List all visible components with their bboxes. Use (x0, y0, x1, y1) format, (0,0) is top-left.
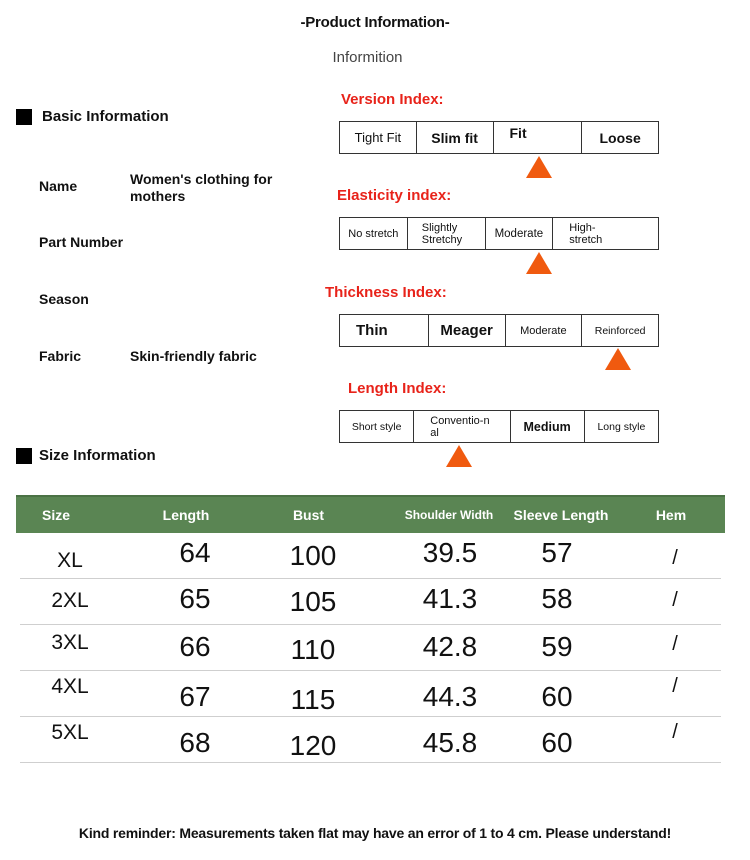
cell-size: 4XL (51, 675, 89, 698)
cell-bust: 110 (290, 634, 336, 665)
info-label-fabric: Fabric (39, 348, 82, 364)
info-label-season: Season (39, 291, 89, 307)
cell-hem: / (672, 589, 678, 611)
thickness-index-scale (339, 314, 659, 347)
info-value-name: Women's clothing for mothers (130, 171, 273, 204)
column-header-shoulder-width: Shoulder Width (404, 508, 494, 522)
version-option: Fit (494, 122, 583, 153)
cell-length: 67 (179, 681, 211, 712)
length-index-title: Length Index: (348, 380, 447, 397)
cell-bust: 120 (289, 730, 337, 761)
info-value-fabric: Skin-friendly fabric (130, 348, 257, 364)
size-info-heading (16, 447, 156, 464)
table-row (20, 625, 721, 671)
cell-sleeve-length: 60 (541, 681, 573, 712)
cell-shoulder-width: 39.5 (422, 537, 478, 568)
version-option: Slim fit (417, 122, 494, 153)
cell-sleeve-length: 58 (541, 583, 573, 614)
version-marker-icon (526, 156, 552, 178)
cell-hem: / (672, 675, 678, 697)
size-info-heading-text: Size Information (39, 447, 156, 464)
cell-length: 65 (179, 583, 211, 614)
elasticity-option: Slightly Stretchy (408, 218, 486, 249)
cell-shoulder-width: 42.8 (422, 631, 478, 662)
thickness-option: Thin (340, 315, 429, 346)
cell-sleeve-length: 57 (541, 537, 573, 568)
cell-hem: / (672, 547, 678, 569)
cell-bust: 115 (290, 684, 336, 715)
column-header-size: Size (41, 507, 70, 523)
length-marker-icon (446, 445, 472, 467)
version-option: Loose (599, 129, 641, 146)
elasticity-option: High-stretch (569, 221, 603, 246)
length-option: Long style (597, 420, 646, 433)
thickness-marker-icon (605, 348, 631, 370)
table-row (20, 671, 721, 717)
cell-length: 68 (179, 727, 211, 758)
elasticity-option: No stretch (340, 218, 408, 249)
length-index-scale (339, 410, 659, 443)
cell-shoulder-width: 41.3 (422, 583, 478, 614)
length-option: Medium (511, 411, 585, 442)
cell-shoulder-width: 45.8 (422, 727, 478, 758)
square-bullet-icon (16, 109, 32, 125)
cell-sleeve-length: 59 (541, 631, 573, 662)
size-table-header (16, 495, 725, 533)
cell-size: 2XL (51, 589, 89, 612)
column-header-bust: Bust (292, 507, 325, 523)
page-subtitle: Informition (332, 49, 403, 66)
version-option: Tight Fit (340, 122, 417, 153)
length-option: Short style (340, 411, 414, 442)
thickness-option: Moderate (506, 315, 583, 346)
column-header-hem: Hem (655, 507, 687, 523)
kind-reminder: Kind reminder: Measurements taken flat may have an error of 1 to 4 cm. Please understand! (78, 825, 672, 841)
column-header-length: Length (162, 507, 210, 523)
cell-length: 64 (179, 537, 211, 568)
cell-bust: 100 (289, 540, 337, 571)
elasticity-index-scale (339, 217, 659, 250)
info-label-name: Name (39, 178, 78, 194)
table-row (20, 579, 721, 625)
elasticity-option: Moderate (486, 218, 554, 249)
basic-info-heading-text: Basic Information (42, 108, 169, 125)
cell-size: 5XL (51, 721, 89, 744)
thickness-option: Reinforced (594, 324, 646, 337)
table-row (20, 717, 721, 763)
cell-shoulder-width: 44.3 (422, 681, 478, 712)
square-bullet-icon (16, 448, 32, 464)
elasticity-marker-icon (526, 252, 552, 274)
page-title: -Product Information- (300, 14, 450, 31)
size-table (16, 495, 725, 763)
cell-sleeve-length: 60 (541, 727, 573, 758)
table-row (20, 533, 721, 579)
thickness-option: Meager (429, 315, 506, 346)
cell-size: 3XL (51, 631, 89, 654)
length-option: Conventio-nal (414, 411, 510, 442)
cell-bust: 105 (289, 586, 337, 617)
version-index-scale (339, 121, 659, 154)
version-index-title: Version Index: (341, 91, 444, 108)
cell-size: XL (57, 549, 83, 572)
cell-length: 66 (179, 631, 211, 662)
elasticity-index-title: Elasticity index: (337, 187, 452, 204)
info-label-part-number: Part Number (39, 234, 124, 250)
column-header-sleeve-length: Sleeve Length (513, 507, 609, 523)
cell-hem: / (672, 721, 678, 743)
thickness-index-title: Thickness Index: (325, 284, 447, 301)
basic-info-heading (16, 108, 169, 125)
cell-hem: / (672, 633, 678, 655)
